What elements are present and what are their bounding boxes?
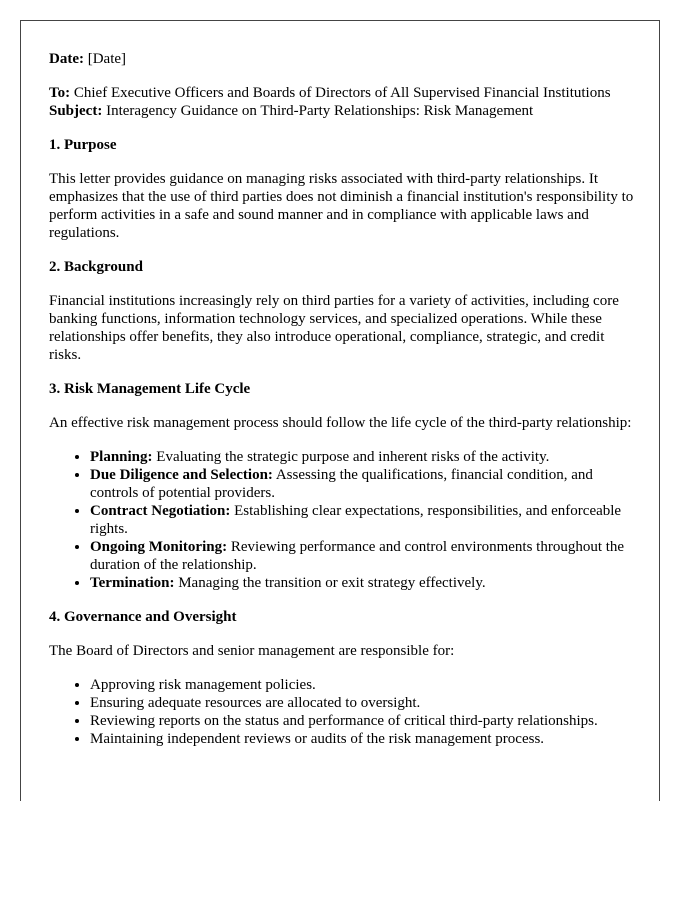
list-item [90,466,639,502]
lifecycle-heading: 3. Risk Management Life Cycle [49,381,251,397]
to-label: To: [49,85,71,101]
list-item: • Reviewing reports on the status and performance of critical third-party relationships. [90,712,639,730]
lifecycle-list [49,448,639,592]
letter-page [20,20,660,801]
governance-list [49,676,639,748]
list-item: • Ensuring adequate resources are allocated to oversight. [90,694,639,712]
item-term: Termination: [90,575,175,591]
list-item [90,574,639,592]
date-value: [Date] [87,51,127,67]
item-desc: Establishing clear expectations, responsibilities, and enforceable rights. [90,503,622,537]
subject-value: Interagency Guidance on Third-Party Relationships: Risk Management [106,103,534,119]
item-desc: Evaluating the strategic purpose and inherent risks of the activity. [156,449,550,465]
governance-intro: The Board of Directors and senior management are responsible for: [49,643,455,659]
purpose-text: This letter provides guidance on managing risks associated with third-party relationships. It emphasizes that the use of third parties does not diminish a financial institution's responsibility to perform activities in a safe and sound manner and in compliance with applicable laws and regulations. [49,171,634,241]
governance-heading: 4. Governance and Oversight [49,609,237,625]
background-text: Financial institutions increasingly rely on third parties for a variety of activities, including core banking functions, information technology services, and specialized operations. While these relationships offer benefits, they also introduce operational, compliance, strategic, and credit risks. [49,293,619,363]
list-item: • Maintaining independent reviews or audits of the risk management process. [90,730,639,748]
date-line [49,50,639,68]
item-term: Contract Negotiation: [90,503,231,519]
subject-label: Subject: [49,103,103,119]
item-desc: Assessing the qualifications, financial condition, and controls of potential providers. [90,467,593,501]
item-term: Planning: [90,449,153,465]
subject-line [49,102,639,120]
list-item [90,502,639,538]
item-desc: Reviewing performance and control environments throughout the duration of the relationship. [90,539,625,573]
list-item: • Approving risk management policies. [90,676,639,694]
item-term: Ongoing Monitoring: [90,539,228,555]
background-heading: 2. Background [49,259,143,275]
to-value: Chief Executive Officers and Boards of Directors of All Supervised Financial Institutions [73,85,611,101]
to-line [49,84,639,102]
list-item [90,538,639,574]
purpose-heading: 1. Purpose [49,137,117,153]
item-desc: Managing the transition or exit strategy effectively. [178,575,486,591]
date-label: Date: [49,51,84,67]
item-term: Due Diligence and Selection: [90,467,273,483]
list-item [90,448,639,466]
lifecycle-intro: An effective risk management process should follow the life cycle of the third-party relationship: [49,415,632,431]
